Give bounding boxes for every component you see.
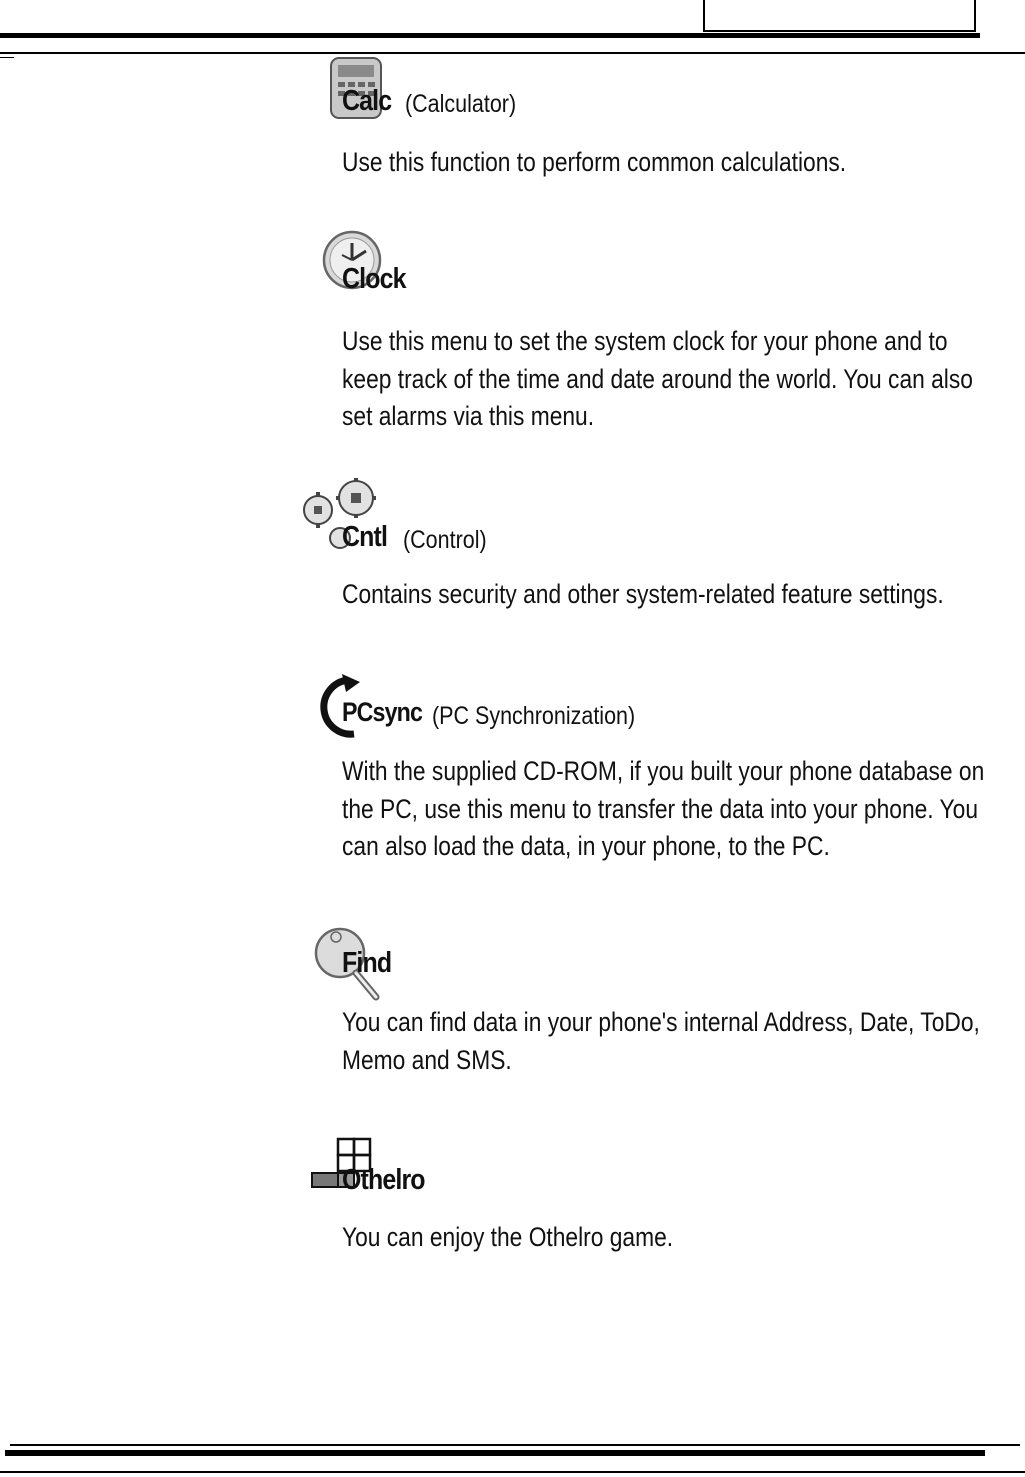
header-rule-thick bbox=[0, 33, 980, 38]
entry-description: You can enjoy the Othelro game. bbox=[342, 1222, 674, 1252]
entry-description: You can find data in your phone's internal Address, Date, ToDo, Memo and SMS. bbox=[342, 1007, 980, 1075]
footer-rule-top bbox=[10, 1444, 1020, 1446]
entry-description: Use this function to perform common calculations. bbox=[342, 147, 847, 177]
entry-name: Clock bbox=[342, 263, 406, 295]
header-rule-thin bbox=[0, 52, 1025, 54]
entry-calc bbox=[300, 55, 1000, 195]
entry-name: PCsync bbox=[342, 697, 423, 727]
entry-name: Calc bbox=[342, 85, 392, 117]
entry-description: Use this menu to set the system clock for your phone and to keep track of the time and date around the world. You can also set alarms via this menu. bbox=[342, 326, 973, 431]
footer-rule-thick bbox=[5, 1450, 985, 1456]
entry-name: Othelro bbox=[342, 1164, 425, 1196]
entry-pcsync bbox=[300, 672, 1000, 872]
header-tick bbox=[0, 57, 14, 58]
entry-name: Cntl bbox=[342, 521, 388, 553]
footer-rule-bottom bbox=[0, 1471, 1025, 1473]
header-box bbox=[703, 0, 976, 32]
entry-name: Find bbox=[342, 947, 392, 979]
entry-description: Contains security and other system-related feature settings. bbox=[342, 579, 944, 609]
entry-subtitle: (Control) bbox=[403, 526, 487, 554]
entry-othelro bbox=[300, 1137, 1000, 1267]
entry-subtitle: (Calculator) bbox=[405, 90, 517, 118]
entry-cntl bbox=[300, 478, 1000, 618]
entry-description: With the supplied CD-ROM, if you built your phone database on the PC, use this menu to transfer the data into your phone. You can also load the data, in your phone, to the PC. bbox=[342, 756, 985, 861]
entry-subtitle: (PC Synchronization) bbox=[432, 702, 636, 730]
entry-find bbox=[300, 925, 1000, 1085]
entry-clock bbox=[300, 225, 1000, 440]
